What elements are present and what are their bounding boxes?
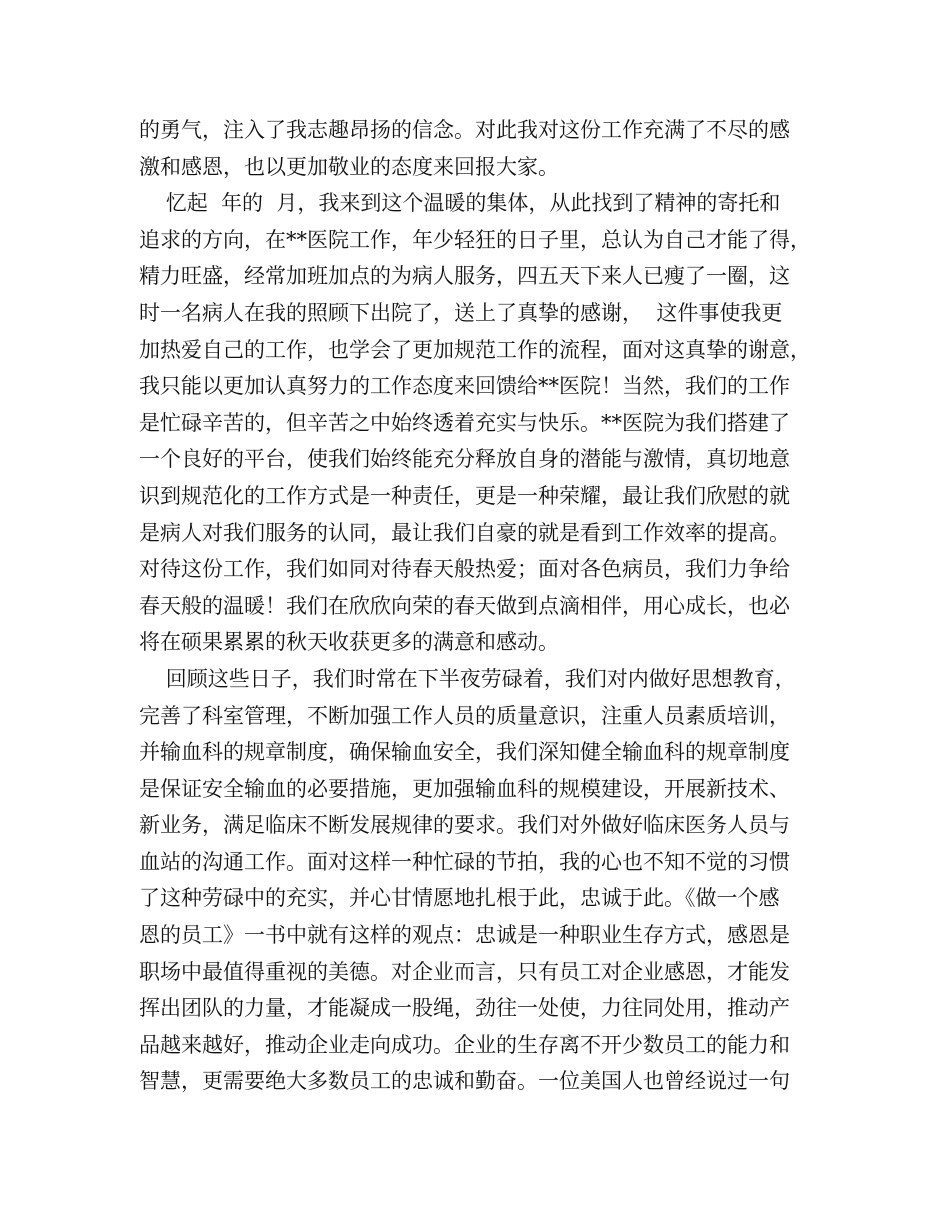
text-line: 挥出团队的力量，才能凝成一股绳，劲往一处使，力往同处用，推动产	[139, 996, 790, 1021]
text-line: 是忙碌辛苦的，但辛苦之中始终透着充实与快乐。**医院为我们搭建了	[139, 410, 790, 435]
text-line: 是病人对我们服务的认同，最让我们自豪的就是看到工作效率的提高。	[139, 520, 790, 545]
text-line: 是保证安全输血的必要措施，更加强输血科的规模建设，开展新技术、	[139, 776, 790, 801]
text-line: 一个良好的平台，使我们始终能充分释放自身的潜能与激情，真切地意	[139, 447, 790, 472]
text-line: 新业务，满足临床不断发展规律的要求。我们对外做好临床医务人员与	[139, 813, 790, 838]
text-line: 春天般的温暖！我们在欣欣向荣的春天做到点滴相伴，用心成长，也必	[139, 593, 790, 618]
text-line: 忆起 年的 月，我来到这个温暖的集体，从此找到了精神的寄托和	[139, 191, 781, 216]
text-line: 精力旺盛，经常加班加点的为病人服务，四五天下来人已瘦了一圈，这	[139, 264, 790, 289]
text-line: 将在硕果累累的秋天收获更多的满意和感动。	[139, 630, 559, 655]
text-line: 时一名病人在我的照顾下出院了，送上了真挚的感谢， 这件事使我更	[139, 300, 783, 325]
text-line: 血站的沟通工作。面对这样一种忙碌的节拍，我的心也不知不觉的习惯	[139, 849, 790, 874]
text-line: 回顾这些日子，我们时常在下半夜劳碌着，我们对内做好思想教育，	[139, 666, 796, 691]
text-line: 激和感恩，也以更加敬业的态度来回报大家。	[139, 154, 559, 179]
text-line: 并输血科的规章制度，确保输血安全，我们深知健全输血科的规章制度	[139, 740, 790, 765]
text-line: 恩的员工》一书中就有这样的观点：忠诚是一种职业生存方式，感恩是	[139, 923, 790, 948]
text-line: 追求的方向，在**医院工作，年少轻狂的日子里，总认为自己才能了得，	[139, 227, 811, 252]
text-line: 品越来越好，推动企业走向成功。企业的生存离不开少数员工的能力和	[139, 1032, 790, 1057]
text-line: 完善了科室管理，不断加强工作人员的质量意识，注重人员素质培训，	[139, 703, 790, 728]
text-line: 加热爱自己的工作，也学会了更加规范工作的流程，面对这真挚的谢意，	[139, 337, 811, 362]
text-line: 我只能以更加认真努力的工作态度来回馈给**医院！当然，我们的工作	[139, 374, 790, 399]
text-line: 的勇气，注入了我志趣昂扬的信念。对此我对这份工作充满了不尽的感	[139, 118, 790, 142]
text-line: 职场中最值得重视的美德。对企业而言，只有员工对企业感恩，才能发	[139, 959, 790, 984]
text-line: 智慧，更需要绝大多数员工的忠诚和勤奋。一位美国人也曾经说过一句	[139, 1069, 790, 1094]
text-line: 识到规范化的工作方式是一种责任，更是一种荣耀，最让我们欣慰的就	[139, 483, 790, 508]
text-line: 了这种劳碌中的充实，并心甘情愿地扎根于此，忠诚于此。《做一个感	[139, 886, 780, 911]
text-line: 对待这份工作，我们如同对待春天般热爱；面对各色病员，我们力争给	[139, 557, 790, 582]
document-body	[139, 112, 829, 1100]
